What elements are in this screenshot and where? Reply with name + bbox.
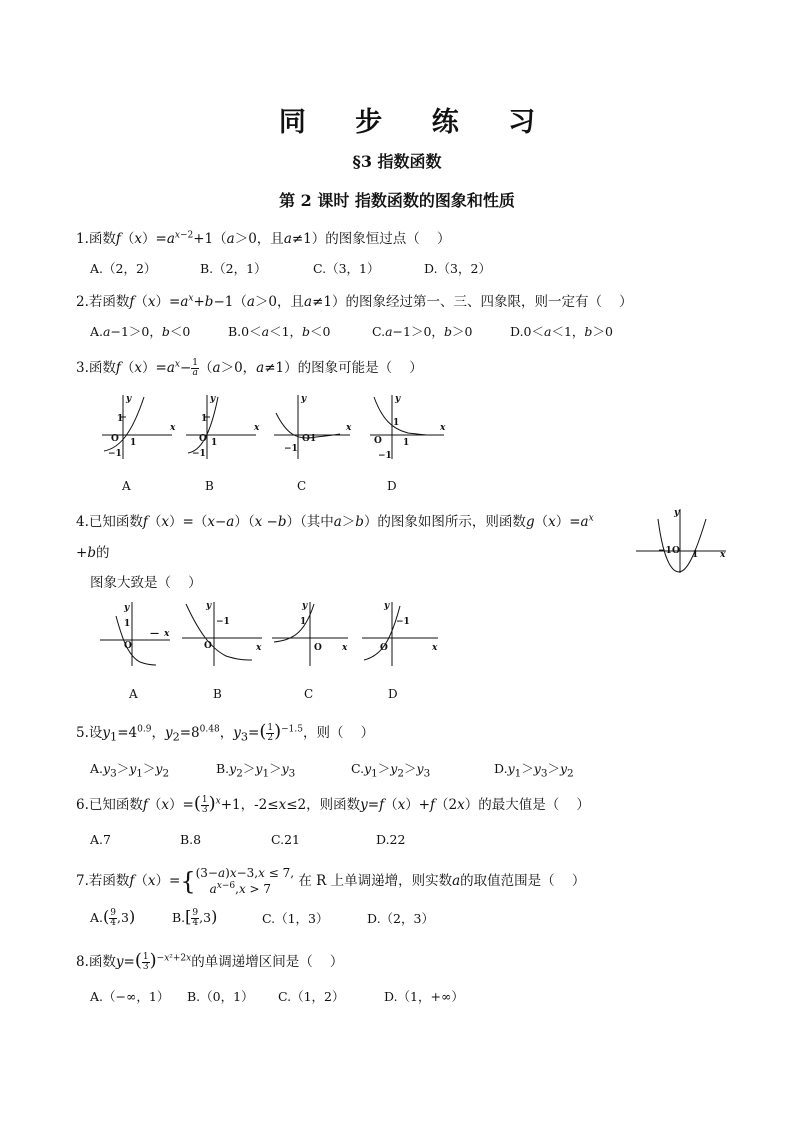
- svg-text:1: 1: [310, 434, 317, 444]
- question-6-option-d[interactable]: D.22: [376, 832, 406, 847]
- svg-text:x: x: [346, 423, 352, 433]
- svg-text:1: 1: [117, 414, 124, 424]
- q4-graph-c: [270, 600, 350, 670]
- svg-text:y: y: [210, 394, 216, 404]
- svg-text:y: y: [126, 394, 132, 404]
- svg-text:1: 1: [201, 414, 208, 424]
- svg-text:1: 1: [692, 550, 699, 560]
- q4-reference-graph: [634, 505, 734, 575]
- question-7-option-c[interactable]: C.（1，3）: [262, 911, 329, 926]
- svg-text:x: x: [432, 643, 438, 653]
- q3-label-d[interactable]: D: [387, 479, 397, 493]
- svg-text:O: O: [380, 643, 388, 653]
- question-8-option-d[interactable]: D.（1，+∞）: [384, 989, 464, 1004]
- q3-graph-a: [100, 393, 180, 463]
- question-4-stem-line2: +b的: [76, 545, 110, 561]
- q3-label-a[interactable]: A: [122, 479, 131, 493]
- question-6-option-c[interactable]: C.21: [271, 832, 300, 847]
- q4-label-d[interactable]: D: [388, 687, 398, 701]
- question-1-option-c[interactable]: C.（3，1）: [313, 261, 380, 276]
- question-6-option-a[interactable]: A.7: [90, 832, 111, 847]
- svg-text:y: y: [124, 603, 130, 613]
- svg-text:−1: −1: [378, 451, 392, 461]
- svg-text:y: y: [301, 394, 307, 404]
- question-8-option-b[interactable]: B.（0，1）: [187, 989, 254, 1004]
- q3-graph-b: [184, 393, 264, 463]
- question-5-stem: 5.设$y_1=4^{0.9}$，$y_2=8^{0.48}$，$y_3=$( $\frac{1}{2}$ )$^{-1.5}$，则（ ）: [76, 721, 375, 744]
- question-2-option-a[interactable]: A.a−1＞0，b＜0: [90, 324, 191, 339]
- svg-text:y: y: [302, 601, 308, 611]
- q3-graph-d: [368, 393, 448, 463]
- q4-graph-d: [360, 600, 440, 670]
- svg-text:O: O: [124, 641, 132, 651]
- svg-text:x: x: [440, 423, 446, 433]
- svg-text:y: y: [674, 508, 680, 518]
- question-1-option-a[interactable]: A.（2，2）: [90, 261, 157, 276]
- question-6-option-b[interactable]: B.8: [180, 832, 202, 847]
- svg-text:1: 1: [124, 619, 131, 629]
- question-4-stem-line3: 图象大致是（ ）: [90, 575, 202, 591]
- svg-text:—: —: [150, 629, 159, 639]
- question-1-option-b[interactable]: B.（2，1）: [200, 261, 267, 276]
- svg-text:O: O: [672, 546, 680, 556]
- question-7-option-d[interactable]: D.（2，3）: [367, 911, 434, 926]
- question-2-stem: 2.若函数$f(x)=a^x+b-1(a>0$，且a≠1）的图象经过第一、三、四象限，则一定有（ ）: [76, 293, 633, 310]
- question-1-stem: 1.函数$f(x)=a^{x-2}+1(a>0$，且a≠1）的图象恒过点（ ）: [76, 230, 451, 247]
- svg-text:O: O: [204, 641, 212, 651]
- svg-text:1: 1: [393, 418, 400, 428]
- question-5-option-a[interactable]: $A.y_3>y_1>y_2$: [90, 761, 170, 780]
- question-6-stem: 6.已知函数f（x）=( $\frac{1}{3}$ )$^x$+1，-2≤x≤2，则函数y=f（x）+f（2x）的最大值是（ ）: [76, 793, 590, 815]
- svg-text:1: 1: [403, 438, 410, 448]
- svg-text:O: O: [302, 434, 310, 444]
- question-2-option-b[interactable]: B.0＜a＜1，b＜0: [228, 324, 331, 339]
- question-5-option-c[interactable]: $C.y_1>y_2>y_3$: [351, 761, 431, 780]
- svg-text:x: x: [170, 423, 176, 433]
- svg-text:x: x: [164, 629, 170, 639]
- svg-text:x: x: [254, 423, 260, 433]
- svg-text:y: y: [395, 394, 401, 404]
- page-title: 同 步 练 习: [278, 107, 556, 138]
- question-7-stem: 7.若函数f（x）={ (3−a)x−3,x ≤ 7, $a^{x-6},x > 7$ 在 R 上单调递增，则实数a的取值范围是（ ）: [76, 866, 586, 896]
- q3-graph-c: [272, 393, 352, 463]
- question-4-stem-line1: 4.已知函数f（x）=（x−a）（x −b）（其中a＞b）的图象如图所示，则函数$g(x)=a^x$: [76, 513, 594, 530]
- svg-text:y: y: [206, 601, 212, 611]
- svg-text:O: O: [111, 434, 119, 444]
- svg-text:1: 1: [211, 438, 218, 448]
- svg-text:O: O: [374, 436, 382, 446]
- question-2-option-c[interactable]: C.a−1＞0，b＞0: [372, 324, 473, 339]
- question-3-stem: 3.函数$f(x)=a^x-$ $\frac{1}{a}$ （a＞0，a≠1）的图象可能是（ ）: [76, 358, 423, 378]
- question-2-option-d[interactable]: D.0＜a＜1，b＞0: [510, 324, 613, 339]
- question-8-option-c[interactable]: C.（1，2）: [278, 989, 345, 1004]
- svg-text:O: O: [314, 643, 322, 653]
- question-8-option-a[interactable]: A.（−∞，1）: [90, 989, 170, 1004]
- svg-text:y: y: [384, 601, 390, 611]
- svg-text:O: O: [199, 434, 207, 444]
- q4-label-c[interactable]: C: [304, 687, 314, 701]
- svg-text:1: 1: [130, 438, 137, 448]
- q4-label-b[interactable]: B: [213, 687, 222, 701]
- q4-graph-b: [180, 600, 270, 670]
- q3-label-b[interactable]: B: [205, 479, 214, 493]
- q4-graph-a: [98, 600, 178, 670]
- question-7-option-b[interactable]: B.[ $\frac{9}{4}$ ,3): [172, 907, 218, 928]
- svg-text:x: x: [342, 643, 348, 653]
- svg-text:−1: −1: [192, 449, 206, 459]
- svg-text:−1: −1: [284, 444, 298, 454]
- question-8-stem: 8.函数y=( $\frac{1}{3}$ )$^{-x^2+2x}$的单调递增区间是（ ）: [76, 950, 344, 972]
- question-5-option-d[interactable]: $D.y_1>y_3>y_2$: [494, 761, 574, 780]
- svg-text:−1: −1: [108, 449, 122, 459]
- lesson-heading: 第 2 课时 指数函数的图象和性质: [279, 191, 515, 210]
- svg-text:−1: −1: [216, 617, 230, 627]
- q3-label-c[interactable]: C: [297, 479, 307, 493]
- svg-text:−1: −1: [396, 617, 410, 627]
- question-5-option-b[interactable]: $B.y_2>y_1>y_3$: [216, 761, 296, 780]
- section-heading: §3 指数函数: [352, 152, 442, 171]
- svg-text:1: 1: [300, 617, 307, 627]
- question-1-option-d[interactable]: D.（3，2）: [424, 261, 491, 276]
- svg-text:x: x: [720, 550, 726, 560]
- svg-text:−1: −1: [658, 546, 672, 556]
- svg-text:x: x: [256, 643, 262, 653]
- q4-label-a[interactable]: A: [129, 687, 138, 701]
- question-7-option-a[interactable]: A.( $\frac{9}{4}$ ,3): [90, 907, 136, 928]
